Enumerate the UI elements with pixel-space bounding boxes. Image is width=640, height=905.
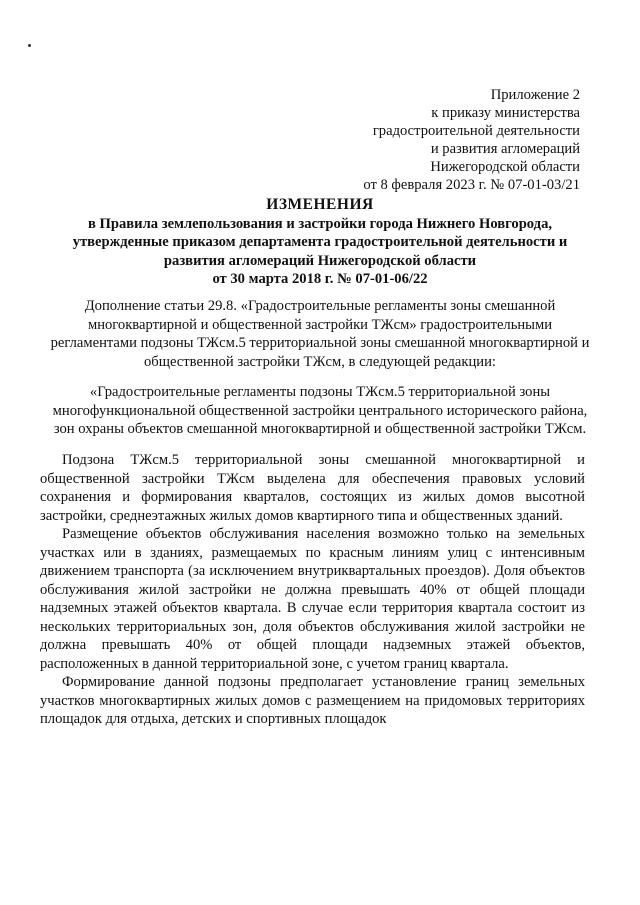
- appendix-region-line: Нижегородской области: [430, 159, 580, 175]
- heading-line-2: утвержденные приказом департамента градостроительной деятельности и: [72, 234, 568, 250]
- scan-speck: [28, 44, 31, 47]
- section-title-line-2: многофункциональной общественной застройки центрального исторического района,: [52, 402, 588, 419]
- appendix-number: Приложение 2: [490, 87, 580, 103]
- intro-block: [40, 297, 600, 371]
- document-title: ИЗМЕНЕНИЯ: [266, 196, 374, 213]
- appendix-ministry-line: градостроительной деятельности: [372, 123, 580, 139]
- heading-line-4: от 30 марта 2018 г. № 07-01-06/22: [212, 271, 428, 287]
- intro-line-2: многоквартирной и общественной застройки ТЖсм» градостроительными: [87, 316, 553, 333]
- paragraph: Формирование данной подзоны предполагает установление границ земельных участков многоквартирных жилых домов с размещением на придомовых территориях площадок для отдыха, детских и спортивных площадок: [40, 674, 585, 727]
- heading-line-1: в Правила землепользования и застройки города Нижнего Новгорода,: [87, 215, 553, 232]
- intro-line-4: общественной застройки ТЖсм, в следующей редакции:: [144, 353, 496, 370]
- section-title-line-3: зон охраны объектов смешанной многоквартирной и общественной застройки ТЖсм.: [53, 421, 587, 437]
- paragraph: Подзона ТЖсм.5 территориальной зоны смешанной многоквартирной и общественной застройки ТЖсм выделена для обеспечения правовых условий сохранения и формирования кварталов, состоящих из жилых домов высотной застройки, среднеэтажных жилых домов квартирного типа и общественных зданий.: [40, 452, 585, 524]
- section-title: [30, 383, 610, 439]
- intro-line-1: Дополнение статьи 29.8. «Градостроительные регламенты зоны смешанной: [84, 298, 556, 314]
- appendix-reference: [300, 86, 580, 194]
- section-title-line-1: «Градостроительные регламенты подзоны ТЖсм.5 территориальной зоны: [89, 384, 551, 400]
- appendix-order-line: к приказу министерства: [431, 105, 580, 121]
- document-heading: [50, 196, 590, 289]
- heading-line-3: развития агломераций Нижегородской области: [163, 252, 477, 269]
- intro-line-3: регламентами подзоны ТЖсм.5 территориальной зоны смешанной многоквартирной и: [50, 335, 590, 351]
- appendix-ministry-line-2: и развития агломераций: [430, 141, 580, 157]
- body-text: [40, 451, 585, 729]
- paragraph: Размещение объектов обслуживания населения возможно только на земельных участках или в зданиях, размещаемых по красным линиям улиц с интенсивным движением транспорта (за исключением внутриквартальных проездов). Доля объектов обслуживания жилой застройки не должна превышать 40% от общей площади надземных этажей объектов квартала. В случае если территория квартала состоит из нескольких территориальных зон, доля объектов обслуживания жилой застройки не должна превышать 40% от общей площади надземных этажей объектов, расположенных в данной территориальной зоне, с учетом границ квартала.: [40, 526, 585, 672]
- appendix-date-line: от 8 февраля 2023 г. № 07-01-03/21: [363, 177, 580, 193]
